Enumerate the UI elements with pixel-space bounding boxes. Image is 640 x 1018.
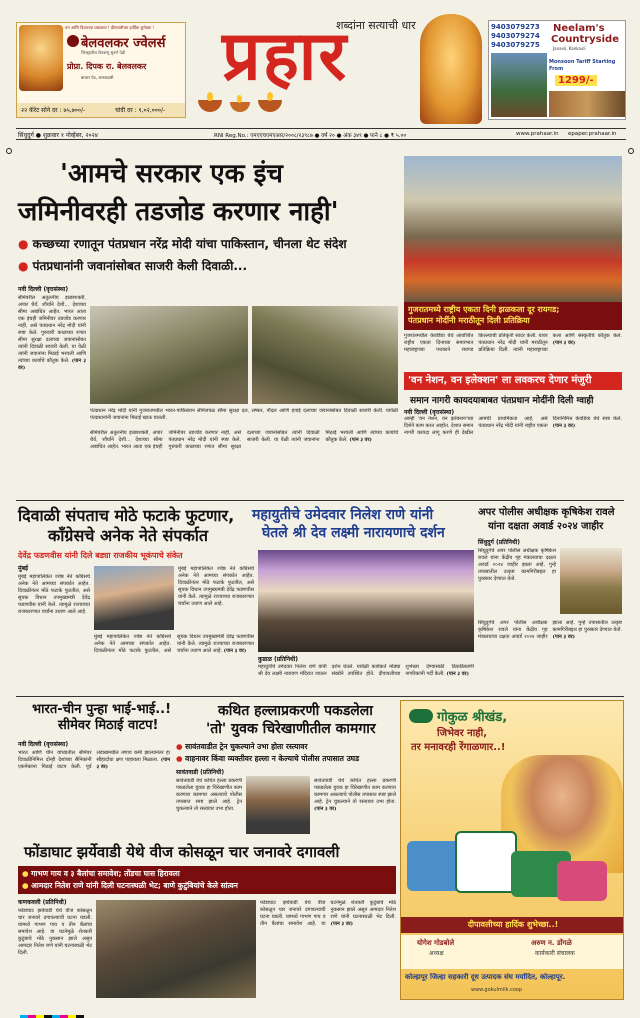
ad-sub: जिल्ह्यातील विश्वासू सुवर्ण पेढी	[81, 50, 126, 55]
rane-headline: घेतले श्री देव लक्ष्मी नारायणाचे दर्शन	[262, 525, 445, 541]
lead-bullet: ● कच्छच्या रणातून पंतप्रधान नरेंद्र मोदी यांचा पाकिस्तान, चीनला थेट संदेश	[18, 237, 347, 251]
rane-headline: महायुतीचे उमेदवार निलेश राणे यांनी	[252, 507, 434, 523]
ad-address: बाजार पेठ, कणकवली	[81, 75, 114, 80]
lead-photo-caption: पंतप्रधान नरेंद्र मोदी यांनी गुजरातमधील भारत-पाकिस्तान सीमेजवळ सीमा सुरक्षा दल, लष्कर, नौदल आणि हवाई दलाच्या जवानांसोबत दिवाळी साजरी केली. यावेळी पंतप्रधानांनी जवानांना मिठाई खाऊ घातली.	[90, 408, 398, 421]
onos-headline: 'वन नेशन, वन इलेक्शन' ला लवकरच देणार मंजुरी	[408, 375, 592, 386]
gold-rate: २२ कॅरेट सोने दर : ७५,७००/-	[21, 107, 86, 114]
ekta-photo-raigad	[404, 156, 622, 302]
diwali-headline: दिवाळी संपताच मोठे फटाके फुटणार,	[18, 506, 235, 525]
onos-subhead: समान नागरी कायदयाबाबत पंतप्रधान मोदींनी दिली ग्वाही	[410, 396, 594, 406]
diwali-dateline: मुंबई	[18, 565, 28, 572]
bottom-body-2: फोंडाघाट झर्येवाडी येथे वीज कोसळून चार जनावरे दगावल्याची घटना घडली. यामध्ये गाभण गाय व तीन बैलांचा समावेश आहे. या घटनेमुळे शेतकरी कुटुंबाचे मोठे नुकसान झाले असून आमदार नितेश राणे यांनी घटनास्थळी भेट दिली. (पान ३ वर)	[260, 900, 396, 927]
bottom-bullet: ● गाभण गाय व ३ बैलांचा समावेश; तोंडचा घास हिरावला	[22, 869, 180, 878]
bullet-dot-icon: ●	[176, 742, 183, 751]
website[interactable]: www.prahaar.in	[516, 131, 559, 137]
masthead-title: प्रहार	[222, 17, 349, 96]
ekta-caption-line: गुजरातमध्ये राष्ट्रीय एकता दिनी झळकला दूर रायगड;	[408, 305, 560, 314]
china-dateline: नवी दिल्ली (वृत्तसंस्था)	[18, 741, 69, 748]
assault-bullet: ● वाहनावर किंवा व्यक्तीवर हल्ला न केल्याचे पोलीस तपासात उघड	[176, 754, 360, 763]
brand-badge	[67, 35, 79, 47]
police-headline: यांना दक्षता अवार्ड २०२४ जाहीर	[488, 521, 604, 532]
gokul-logo	[409, 709, 433, 723]
ad-phone-list	[491, 23, 540, 50]
bullet-dot-icon: ●	[22, 881, 29, 890]
gokul-director: अरुण न. डोंगळे	[531, 939, 572, 947]
bottom-photo-cattle	[96, 900, 256, 998]
ad-phone: 9403079274	[491, 32, 540, 40]
onos-body: आम्ही 'वन नेशन, वन इलेक्शन'च्या दिशेने काम करत आहोत. देशात समान नागरी कायदा लागू करणे ही देखील आमची प्राथमिकता आहे, असे पंतप्रधान नरेंद्र मोदी यांनी राष्ट्रीय एकता दिनानिमित्त केवडिया येथे स्पष्ट केले. (पान ३ वर)	[404, 416, 622, 436]
ad-phone: 9403079275	[491, 41, 540, 49]
gokul-tagline: तर मनावरही रेंगाळणार..!	[411, 742, 506, 753]
assault-youth-photo	[246, 776, 310, 834]
bullet-dot-icon: ●	[18, 237, 29, 251]
lakshmi-figure	[19, 25, 63, 91]
gokul-director-label: कार्यकारी संचालक	[535, 950, 575, 957]
ad-price: 1299/-	[555, 75, 597, 86]
assault-dateline: सावंतवाडी (प्रतिनिधी)	[176, 769, 225, 776]
lead-headline: 'आमचे सरकार एक इंच	[60, 159, 283, 189]
rane-body: महायुतीचे उमेदवार निलेश राणे यांनी श्री देव लक्ष्मी नारायण मंदिरात जाऊन दर्शन घेतले. यावेळी कार्यकर्ते मोठ्या संख्येने उपस्थित होते. दीपावलीच्या शुभेच्छा देण्यासाठी ठिकठिकाणी नागरिकांनी गर्दी केली. (पान ३ वर)	[258, 664, 474, 677]
ekta-caption	[404, 302, 622, 330]
ad-brand-2: Countryside	[551, 34, 619, 45]
ad-proprietor: प्रोप्रा. दिपक रा. बेलवलकर	[67, 62, 147, 71]
lead-headline: जमिनीवरही तडजोड करणार नाही'	[18, 197, 339, 227]
resort-photo	[491, 53, 547, 117]
lead-body: सीमेवरील अतुलनीय इच्छाशक्ती, अपार धैर्य, शौर्याने देशी... देशाच्या सीमा अबाधित आहेत. भारत आता एक इंचही जमिनीवर तडजोड करणार नाही, असे पंतप्रधान नरेंद्र मोदी यांनी स्पष्ट केले. गुरुवारी कच्छच्या रणात सीमा सुरक्षा दलाच्या जवानांसोबत त्यांनी दिवाळी साजरी केली. या वेळी त्यांनी जवानांना मिठाई भरवली आणि त्यांच्या कार्याचे कौतुक केले. (पान ३ वर)	[18, 295, 86, 371]
divider	[16, 696, 624, 697]
rni-line: RNI Reg.No.: एमएएचएमएआर/२००८/२३९८७ ● वर्ष २० ● अंक ३४९ ● पाने ८ ● ₹ ५.००	[214, 133, 407, 139]
lead-dateline: नवी दिल्ली (वृत्तसंस्था)	[18, 286, 69, 293]
rate-strip	[17, 103, 185, 117]
registration-mark	[6, 148, 12, 154]
china-headline: भारत-चीन पुन्हा भाई-भाई..!	[32, 702, 172, 717]
assault-body-1: सावंतवाडी येथे कथित हल्ला प्रकरणी पकडलेला युवक हा चिरेखाणीत काम करणारा कामगार असल्याचे पोलीस तपासात स्पष्ट झाले आहे. ट्रेन चुकल्याने तो रस्त्यावर उभा होता.	[176, 778, 242, 812]
lead-photo-soldiers-1	[90, 306, 248, 404]
china-body: भारत आणि चीन यांच्यातील सीमेवर दिवाळीनिमित्त दोन्ही देशांच्या सैनिकांनी एकमेकांना मिठाई वाटप केली. पूर्व लडाखमधील तणाव कमी झाल्यानंतर हा सौहार्दाचा क्षण पाहायला मिळाला. (पान ३ वर)	[18, 750, 170, 770]
ekta-body: गुजरातमधील केवडिया येथे आयोजित राष्ट्रीय एकता दिनाच्या समारंभात महाराष्ट्राच्या पथकाने रायगड किल्ल्याची प्रतिकृती सादर केली. यावर पंतप्रधान नरेंद्र मोदी यांनी मराठीतून प्रतिक्रिया दिली. त्यांनी महाराष्ट्राच्या कला आणि संस्कृतीचे कौतुक केले. (पान ३ वर)	[404, 333, 622, 353]
gokul-brand: गोकुळ श्रीखंड,	[437, 710, 508, 725]
gokul-tagline: जिभेवर नाही,	[437, 728, 488, 739]
diwali-body-2: मुंबई महापालिकेत ज्येष्ठ नेते काँग्रेसचे अनेक नेते आमच्या संपर्कात आहेत. दिवाळीनंतर मोठे फटाके फुटतील, असे सूचक विधान उपमुख्यमंत्री देवेंद्र फडणवीस यांनी केले. त्यामुळे राज्याच्या राजकारणात चर्चांना उधाण आले आहे. (पान ३ वर)	[94, 634, 254, 654]
bottom-dateline: कणकवली (प्रतिनिधी)	[18, 899, 67, 906]
ad-brand-name: बेलवलकर ज्वेलर्स	[81, 36, 166, 51]
bullet-dot-icon: ●	[176, 754, 183, 763]
ekta-caption-line: पंतप्रधान मोदींनी मराठीतून दिली प्रतिक्रिया	[408, 316, 530, 325]
gokul-chairman-label: अध्यक्ष	[429, 950, 444, 957]
bullet-dot-icon: ●	[18, 259, 29, 273]
lead-photo-soldiers-2	[252, 306, 398, 404]
diwali-body-3: मुंबई महापालिकेत ज्येष्ठ नेते काँग्रेसचे अनेक नेते आमच्या संपर्कात आहेत. दिवाळीनंतर मोठे फटाके फुटतील, असे सूचक विधान उपमुख्यमंत्री देवेंद्र फडणवीस यांनी केले. त्यामुळे राज्याच्या राजकारणात चर्चांना उधाण आले आहे.	[178, 566, 254, 607]
assault-bullet: ● सावंतवाडीत ट्रेन चुकल्याने उभा होता रस्त्यावर	[176, 742, 308, 751]
ad-belvalkar-jewellers[interactable]	[16, 22, 186, 118]
registration-mark	[628, 148, 634, 154]
assault-headline: कथित हल्लाप्रकरणी पकडलेला	[218, 703, 373, 719]
diya-decoration	[188, 92, 290, 120]
ad-neelams-countryside[interactable]	[488, 20, 626, 120]
ad-offer: Monsoon Tariff Starting From	[549, 59, 616, 72]
gokul-chairman: योगेश गोडबोले	[417, 939, 455, 947]
divider	[16, 500, 624, 501]
ad-phone: 9403079273	[491, 23, 540, 31]
police-dateline: सिंधुदुर्ग (प्रतिनिधी)	[478, 539, 520, 546]
bullet-dot-icon: ●	[22, 869, 29, 878]
diwali-subhead: देवेंद्र फडणवीस यांनी दिले बड्या राजकीय भूकंपाचे संकेत	[18, 551, 183, 560]
ad-brand: Neelam's	[553, 23, 605, 34]
diwali-headline: काँग्रेसचे अनेक नेते संपर्कात	[48, 526, 208, 545]
issue-date: सिंधुदुर्ग ● शुक्रवार १ नोव्हेंबर, २०२४	[18, 132, 98, 139]
shrikhand-tubs	[407, 821, 607, 911]
masthead-tagline: शब्दांना सत्याची धार	[336, 19, 416, 32]
bottom-headline: फोंडाघाट झर्येवाडी येथे वीज कोसळून चार जनावरे दगावली	[24, 843, 340, 861]
dateline-bar	[16, 128, 626, 140]
police-body-2: सिंधुदुर्गचे अपर पोलीस अधीक्षक कृषिकेश रावले यांना केंद्रीय गृह मंत्रालयाचा दक्षता अवार्ड २०२४ जाहीर झाला आहे. गुन्हे तपासातील उत्कृष्ट कामगिरीबद्दल हा पुरस्कार देण्यात येतो. (पान ३ वर)	[478, 620, 622, 640]
police-headline: अपर पोलीस अधीक्षक कृषिकेश रावले	[478, 507, 615, 518]
onos-headline-box	[404, 372, 622, 390]
silver-rate: चांदी दर : १,०२,०००/-	[115, 107, 166, 114]
ad-gokul-shrikhand[interactable]	[400, 700, 624, 1000]
color-registration-bar	[20, 1006, 620, 1012]
masthead	[16, 14, 626, 146]
ad-top-line: धन आणि दिव्याच्या प्रकाशात ! दीपावलीच्या हार्दिक शुभेच्छा !	[65, 25, 154, 30]
bottom-bullet: ● आमदार नितेश राणे यांनी दिली घटनास्थळी भेट; बाणे कुटुंबियांचे केले सांत्वन	[22, 881, 238, 890]
resort-photo-2	[549, 91, 625, 117]
assault-body-2: सावंतवाडी येथे कथित हल्ला प्रकरणी पकडलेला युवक हा चिरेखाणीत काम करणारा कामगार असल्याचे पोलीस तपासात स्पष्ट झाले आहे. ट्रेन चुकल्याने तो रस्त्यावर उभा होता. (पान ३ वर)	[314, 778, 396, 812]
rane-temple-photo	[258, 550, 474, 652]
assault-headline: 'तो' युवक चिरेखाणीतील कामगार	[206, 721, 376, 737]
rane-dateline: कुडाळ (प्रतिनिधी)	[258, 656, 299, 663]
fadnavis-photo	[94, 566, 174, 630]
goddess-illustration	[420, 14, 482, 124]
onos-dateline: नवी दिल्ली (वृत्तसंस्था)	[404, 409, 455, 416]
gokul-banner: दीपावलीच्या हार्दिक शुभेच्छा..!	[401, 917, 624, 933]
bottom-body-1: फोंडाघाट झर्येवाडी येथे वीज कोसळून चार जनावरे दगावल्याची घटना घडली. यामध्ये गाभण गाय व तीन बैलांचा समावेश आहे. या घटनेमुळे शेतकरी कुटुंबाचे मोठे नुकसान झाले असून आमदार नितेश राणे यांनी घटनास्थळी भेट दिली.	[18, 908, 92, 956]
gokul-signatories	[401, 935, 624, 969]
police-officer-photo	[560, 548, 622, 614]
gokul-footer: कोल्हापूर जिल्हा सहकारी दूध उत्पादक संघ मर्यादित, कोल्हापूर.	[405, 973, 566, 981]
epaper-site[interactable]: epaper.prahaar.in	[568, 131, 617, 137]
china-headline: सीमेवर मिठाई वाटप!	[58, 718, 159, 733]
gokul-website[interactable]: www.gokulmilk.coop	[471, 987, 523, 993]
lead-bullet: ● पंतप्रधानांनी जवानांसोबत साजरी केली दिवाळी...	[18, 259, 248, 273]
bottom-bullet-bar	[18, 866, 396, 894]
diwali-body-1: मुंबई महापालिकेत ज्येष्ठ नेते काँग्रेसचे अनेक नेते आमच्या संपर्कात आहेत. दिवाळीनंतर मोठे फटाके फुटतील, असे सूचक विधान उपमुख्यमंत्री देवेंद्र फडणवीस यांनी केले. त्यामुळे राज्याच्या राजकारणात चर्चांना उधाण आले आहे.	[18, 574, 90, 615]
lead-body-cont: सीमेवरील अतुलनीय इच्छाशक्ती, अपार धैर्य, शौर्याने देशी... देशाच्या सीमा अबाधित आहेत. भारत आता एक इंचही जमिनीवर तडजोड करणार नाही, असे पंतप्रधान नरेंद्र मोदी यांनी स्पष्ट केले. गुरुवारी कच्छच्या रणात सीमा सुरक्षा दलाच्या जवानांसोबत त्यांनी दिवाळी साजरी केली. या वेळी त्यांनी जवानांना मिठाई भरवली आणि त्यांच्या कार्याचे कौतुक केले. (पान ३ वर)	[90, 430, 398, 450]
police-body-1: सिंधुदुर्गचे अपर पोलीस अधीक्षक कृषिकेश रावले यांना केंद्रीय गृह मंत्रालयाचा दक्षता अवार्ड २०२४ जाहीर झाला आहे. गुन्हे तपासातील उत्कृष्ट कामगिरीबद्दल हा पुरस्कार देण्यात येतो.	[478, 548, 556, 582]
ad-location: Janavli, Kankavli	[553, 46, 586, 51]
